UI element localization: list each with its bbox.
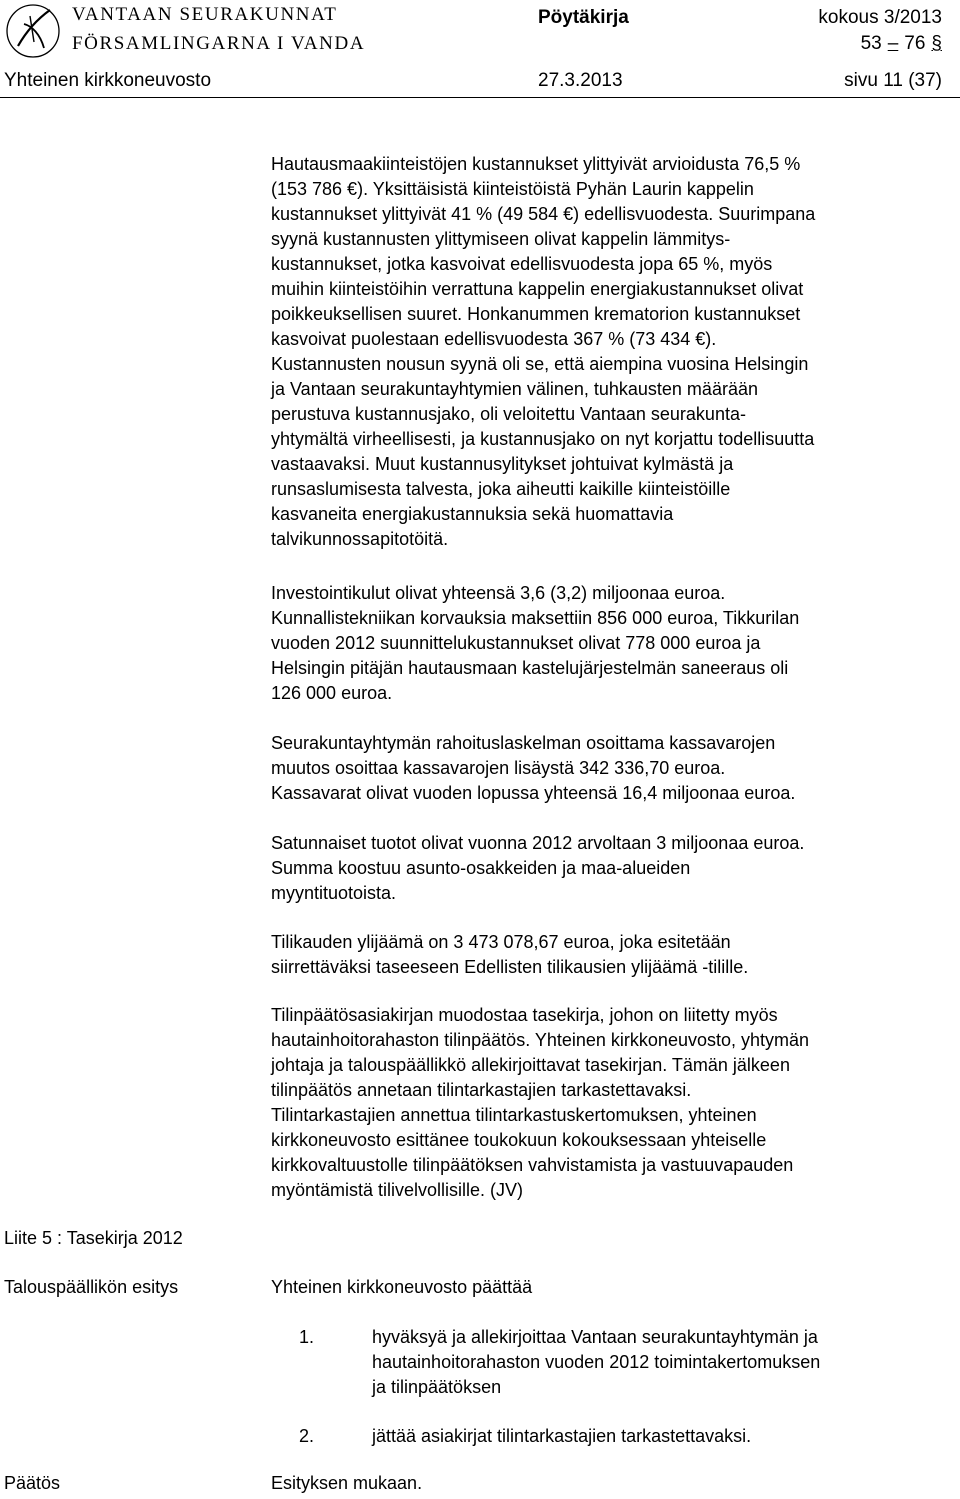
paragraph-extraordinary-income: Satunnaiset tuotot olivat vuonna 2012 arvoltaan 3 miljoonaa euroa. Summa koostuu asunto-osakkeiden ja maa-alueiden myyntituotoista. bbox=[271, 833, 805, 903]
page-number: sivu 11 (37) bbox=[844, 70, 942, 91]
section-start: 53 bbox=[860, 33, 882, 54]
paragraph-cash-flow: Seurakuntayhtymän rahoituslaskelman osoittama kassavarojen muutos osoittaa kassavarojen lisäystä 342 336,70 euroa. Kassavarat olivat vuoden lopussa yhteensä 16,4 miljoonaa euroa. bbox=[271, 733, 796, 803]
paragraph-surplus: Tilikauden ylijäämä on 3 473 078,67 euroa, joka esitetään siirrettäväksi taseeseen Edellisten tilikausien ylijäämä -tilille. bbox=[271, 932, 749, 977]
paragraph-cemetery-costs: Hautausmaakiinteistöjen kustannukset ylittyivät arvioidusta 76,5 % (153 786 €). Yksittäisistä kiinteistöistä Pyhän Laurin kappelin kustannukset ylittyivät 41 % (49 584 €) edellisvuodesta. Suurimpana syynä kustannusten ylittymiseen olivat kappelin lämmitys- kustannukset, jotka kasvoivat edellisvuodesta jopa 65 %, myös muihin kiinteistöihin verrattuna kappelin energiakustannukset olivat poikkeuksellisen suuret. Honkanummen krematorion kustannukset kasvoivat puolestaan edellisvuodesta 367 % (73 434 €). Kustannusten nousun syynä oli se, että aiempina vuosina Helsingin ja Vantaan seurakuntayhtymien välinen, tuhkausten määrään perustuva kustannusjako, oli veloitettu Vantaan seurakunta- yhtymältä virheellisesti, ja kustannusjako on nyt korjattu todellisuutta vastaavaksi. Muut kustannusylitykset johtuivat kylmästä ja runsaslumisesta talvesta, joka aiheutti kaikille kiinteistöille kasvaneita energiakustannuksia sekä huomattavia talvikunnossapitotöitä. bbox=[271, 154, 816, 549]
attachment-label: Liite 5 : Tasekirja 2012 bbox=[4, 1228, 183, 1248]
decision-label: Päätös bbox=[4, 1473, 61, 1493]
header-divider bbox=[0, 97, 960, 98]
section-sign: § bbox=[931, 33, 942, 54]
organization-name-swedish: FÖRSAMLINGARNA I VANDA bbox=[72, 33, 366, 54]
decision-item-number: 1. bbox=[299, 1327, 315, 1347]
governing-body: Yhteinen kirkkoneuvosto bbox=[4, 70, 212, 91]
decision-item-text: hyväksyä ja allekirjoittaa Vantaan seurakuntayhtymän ja hautainhoitorahaston vuoden 2012 toimintakertomuksen ja tilinpäätöksen bbox=[372, 1327, 821, 1397]
section-range bbox=[861, 32, 942, 56]
organization-name-finnish: VANTAAN SEURAKUNNAT bbox=[72, 4, 338, 25]
paragraph-financial-statement: Tilinpäätösasiakirjan muodostaa tasekirja, johon on liitetty myös hautainhoitorahaston tilinpäätös. Yhteinen kirkkoneuvosto, yhtymän johtaja ja talouspäällikkö allekirjoittavat tasekirjan. Tämän jälkeen tilinpäätös annetaan tilintarkastajien tarkastettavaksi. Tilintarkastajien annettua tilintarkastuskertomuksen, yhteinen kirkkoneuvosto esittänee toukokuun kokouksessaan yhteiselle kirkkovaltuustolle tilinpäätöksen vahvistamista ja vastuuvapauden myöntämistä tilivelvollisille. (JV) bbox=[271, 1005, 810, 1200]
decision-result: Esityksen mukaan. bbox=[271, 1473, 423, 1493]
decision-item-text: jättää asiakirjat tilintarkastajien tarkastettavaksi. bbox=[372, 1426, 752, 1446]
presentation-label: Talouspäällikön esitys bbox=[4, 1277, 179, 1297]
church-seal-icon bbox=[4, 2, 64, 60]
decision-heading: Yhteinen kirkkoneuvosto päättää bbox=[271, 1277, 533, 1297]
meeting-number: kokous 3/2013 bbox=[818, 7, 942, 28]
decision-item-number: 2. bbox=[299, 1426, 315, 1446]
section-dash: – bbox=[887, 33, 899, 54]
paragraph-investments: Investointikulut olivat yhteensä 3,6 (3,2) miljoonaa euroa. Kunnallistekniikan korvauksia maksettiin 856 000 euroa, Tikkurilan vuoden 2012 suunnittelukustannukset olivat 778 000 euroa ja Helsingin pitäjän hautausmaan kastelujärjestelmän saneeraus oli 126 000 euroa. bbox=[271, 583, 800, 703]
meeting-date: 27.3.2013 bbox=[538, 70, 623, 91]
document-type: Pöytäkirja bbox=[538, 7, 629, 28]
section-end: 76 bbox=[904, 33, 926, 54]
